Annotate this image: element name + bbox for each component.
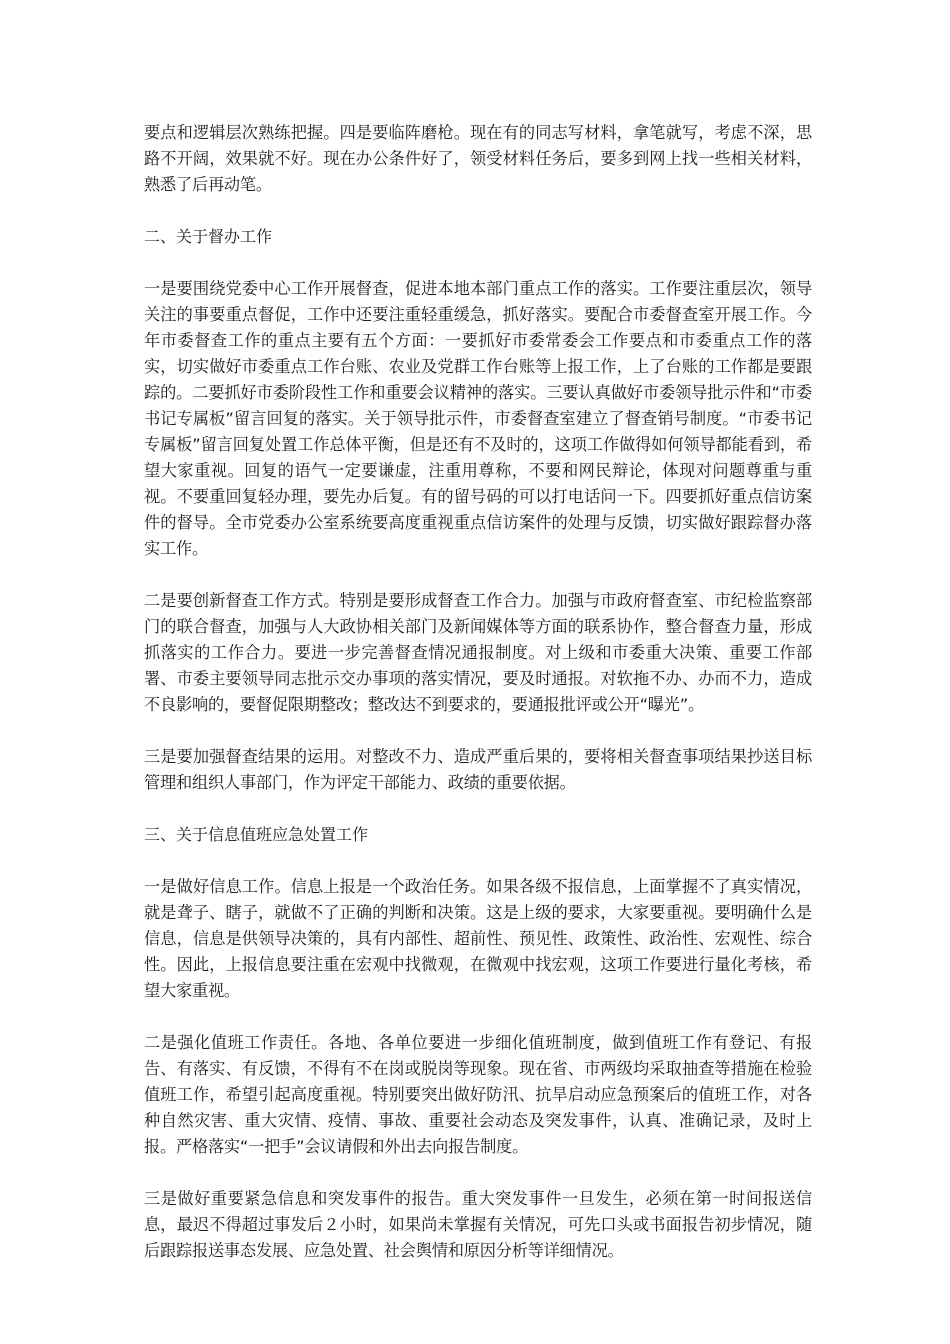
section-heading-supervision: 二、关于督办工作 — [144, 227, 273, 246]
paragraph-duty-responsibility: 二是强化值班工作责任。各地、各单位要进一步细化值班制度，做到值班工作有登记、有报告、有落实、有反馈，不得有不在岗或脱岗等现象。现在省、市两级均采取抽查等措施在检验值班工作，希望引起高度重视。特别要突出做好防汛、抗旱启动应急预案后的值班工作，对各种自然灾害、重大灾情、疫情、事故、重要社会动态及突发事件，认真、准确记录，及时上报。严格落实“一把手”会议请假和外出去向报告制度。 — [144, 1033, 812, 1156]
paragraph-supervision-focus: 一是要围绕党委中心工作开展督查，促进本地本部门重点工作的落实。工作要注重层次，领导关注的事要重点督促，工作中还要注重轻重缓急，抓好落实。要配合市委督查室开展工作。今年市委督查工作的重点主要有五个方面：一要抓好市委常委会工作要点和市委重点工作的落实，切实做好市委重点工作台账、农业及党群工作台账等上报工作，上了台账的工作都是要跟踪的。二要抓好市委阶段性工作和重要会议精神的落实。三要认真做好市委领导批示件和“市委书记专属板”留言回复的落实。关于领导批示件，市委督查室建立了督查销号制度。“市委书记专属板”留言回复处置工作总体平衡，但是还有不及时的，这项工作做得如何领导都能看到，希望大家重视。回复的语气一定要谦虚，注重用尊称，不要和网民辩论，体现对问题尊重与重视。不要重回复轻办理，要先办后复。有的留号码的可以打电话问一下。四要抓好重点信访案件的督导。全市党委办公室系统要高度重视重点信访案件的处理与反馈，切实做好跟踪督办落实工作。 — [144, 279, 812, 558]
paragraph-emergency-reporting: 三是做好重要紧急信息和突发事件的报告。重大突发事件一旦发生，必须在第一时间报送信息，最迟不得超过事发后２小时，如果尚未掌握有关情况，可先口头或书面报告初步情况，随后跟踪报送事态发展、应急处置、社会舆情和原因分析等详细情况。 — [144, 1189, 812, 1260]
paragraph-supervision-results: 三是要加强督查结果的运用。对整改不力、造成严重后果的，要将相关督查事项结果抄送目标管理和组织人事部门，作为评定干部能力、政绩的重要依据。 — [144, 747, 812, 792]
section-heading-information-duty: 三、关于信息值班应急处置工作 — [144, 825, 369, 844]
paragraph-information-work: 一是做好信息工作。信息上报是一个政治任务。如果各级不报信息，上面掌握不了真实情况，就是聋子、瞎子，就做不了正确的判断和决策。这是上级的要求，大家要重视。要明确什么是信息，信息是供领导决策的，具有内部性、超前性、预见性、政策性、政治性、宏观性、综合性。因此，上报信息要注重在宏观中找微观，在微观中找宏观，这项工作要进行量化考核，希望大家重视。 — [144, 877, 812, 1000]
document-body — [144, 120, 812, 1290]
paragraph-supervision-methods: 二是要创新督查工作方式。特别是要形成督查工作合力。加强与市政府督查室、市纪检监察部门的联合督查，加强与人大政协相关部门及新闻媒体等方面的联系协作，整合督查力量，形成抓落实的工作合力。要进一步完善督查情况通报制度。对上级和市委重大决策、重要工作部署、市委主要领导同志批示交办事项的落实情况，要及时通报。对软拖不办、办而不力，造成不良影响的，要督促限期整改；整改达不到要求的，要通报批评或公开“曝光”。 — [144, 591, 812, 714]
paragraph-material-writing: 要点和逻辑层次熟练把握。四是要临阵磨枪。现在有的同志写材料，拿笔就写，考虑不深，思路不开阔，效果就不好。现在办公条件好了，领受材料任务后，要多到网上找一些相关材料，熟悉了后再动笔。 — [144, 123, 812, 194]
